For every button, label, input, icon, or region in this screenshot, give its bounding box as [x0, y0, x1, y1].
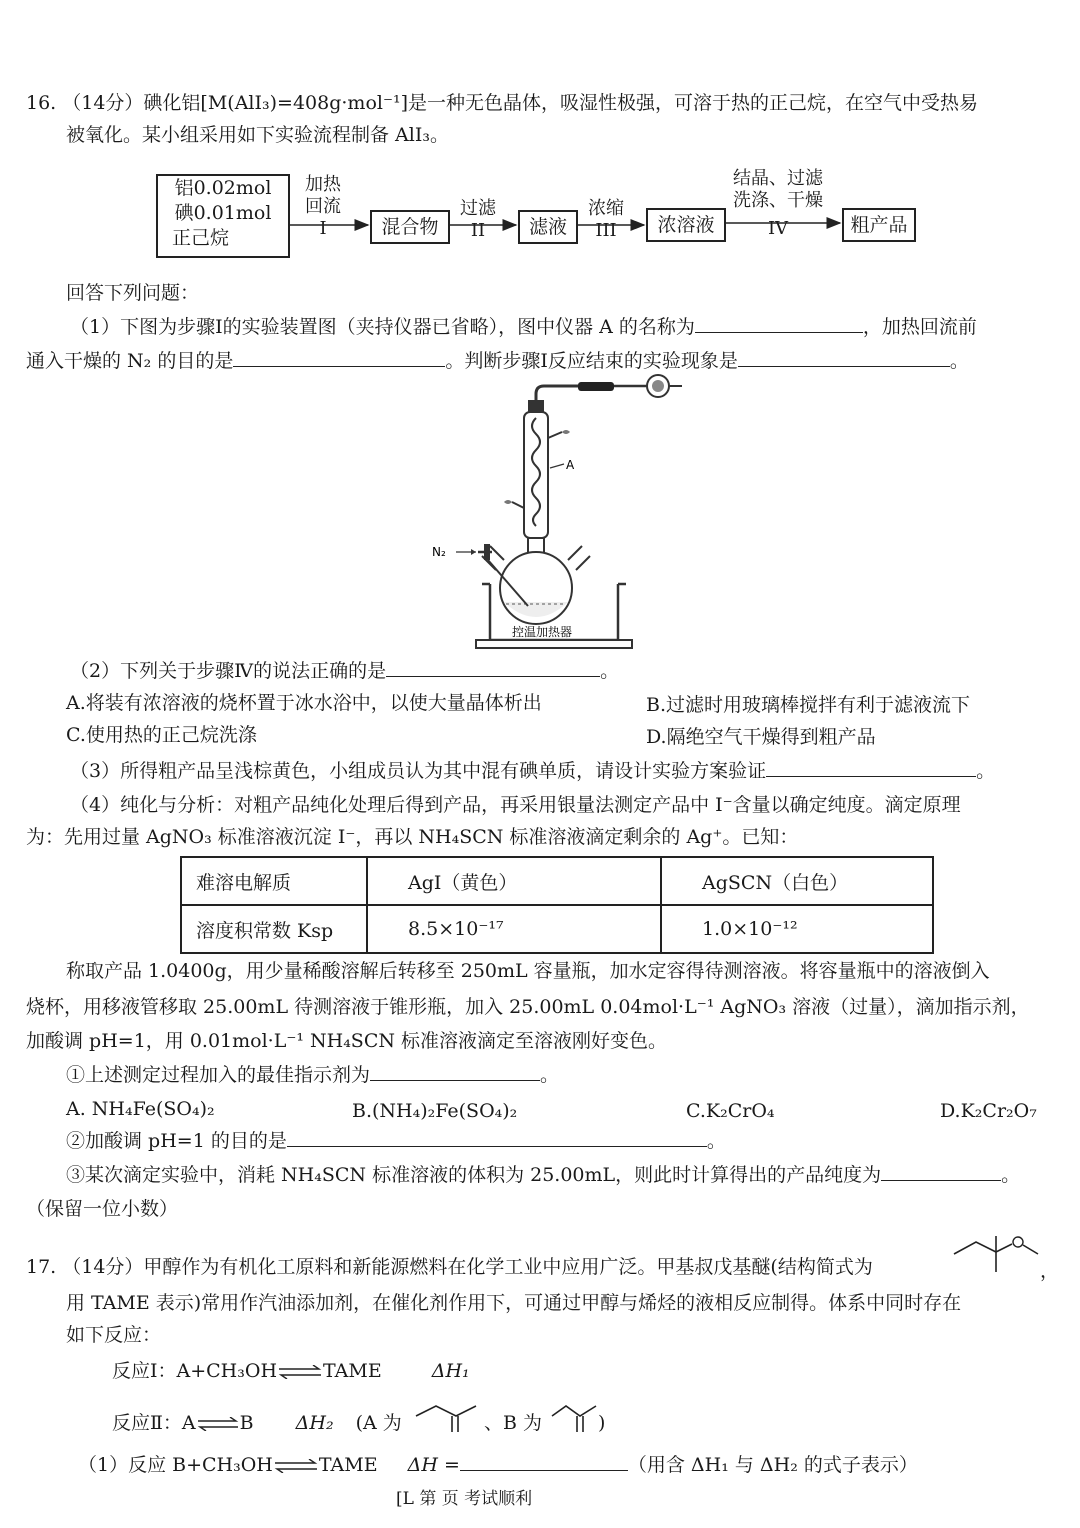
reaction-2-reactant: 反应Ⅱ：A: [112, 1412, 196, 1434]
table-row: [181, 905, 933, 953]
q16-p4-line-1: （4）纯化与分析：对粗产品纯化处理后得到产品，再采用银量法测定产品中 I⁻含量以确定纯度。滴定原理: [70, 794, 961, 816]
answer-blank-acid-purpose[interactable]: [287, 1128, 707, 1147]
apparatus-label-a: A: [566, 458, 575, 472]
page-footer: [L 第 页 考试顺利: [396, 1489, 533, 1509]
q16-p2-option-c: C.使用热的正己烷洗涤: [66, 724, 257, 746]
q16-p2-option-d: D.隔绝空气干燥得到粗产品: [646, 726, 876, 748]
flow-start-al: 铝0.02mol: [174, 177, 272, 199]
ksp-table: [180, 856, 934, 954]
q16-s3-line: [66, 1162, 1020, 1188]
q16-p4-line-3: 称取产品 1.0400g，用少量稀酸溶解后转移至 250mL 容量瓶，加水定容得待测溶液。将容量瓶中的溶液倒入: [66, 960, 990, 982]
q16-p1-text-c: 通入干燥的 N₂ 的目的是: [26, 350, 234, 372]
q16-p1-text-d: 。判断步骤Ⅰ反应结束的实验现象是: [445, 350, 738, 372]
q17-intro-line-2: 用 TAME 表示)常用作汽油添加剂，在催化剂作用下，可通过甲醇与烯烃的液相反应制得。体系中同时存在: [66, 1292, 962, 1314]
equilibrium-arrow-icon: [277, 1365, 323, 1379]
table-cell-agscn-ksp: 1.0×10⁻¹²: [661, 905, 933, 953]
q17-p1-line: [78, 1452, 918, 1478]
alkene-b-structure: [548, 1396, 600, 1436]
q16-s3-note: （保留一位小数）: [26, 1198, 179, 1220]
q16-s1-option-d: D.K₂Cr₂O₇: [940, 1100, 1037, 1122]
flow-step1-reflux: 回流: [305, 196, 341, 217]
answer-prompt: 回答下列问题：: [66, 282, 200, 304]
flow-step1-num: I: [319, 218, 327, 239]
flow-step4-line1: 结晶、过滤: [733, 168, 823, 189]
apparatus-label-n2: N₂: [432, 545, 446, 559]
flow-step3-concentrate: 浓缩: [588, 198, 624, 219]
q16-p1-text-e: 。: [949, 350, 969, 372]
flow-start-box: [156, 174, 290, 258]
table-cell-agi-ksp: 8.5×10⁻¹⁷: [367, 905, 661, 953]
q17-intro-text-1: 17. （14分）甲醇作为有机化工原料和新能源燃料在化学工业中应用广泛。甲基叔戊基醚(结构简式为: [26, 1256, 873, 1278]
q16-s1-end: 。: [540, 1064, 560, 1086]
reaction-2-close: ): [598, 1412, 606, 1434]
table-header-electrolyte: 难溶电解质: [181, 857, 367, 905]
reaction-2: [112, 1410, 402, 1436]
q16-s3-text: ③某次滴定实验中，消耗 NH₄SCN 标准溶液的体积为 25.00mL，则此时计算得出的产品纯度为: [66, 1164, 882, 1186]
q16-p3-text: （3）所得粗产品呈浅棕黄色，小组成员认为其中混有碘单质，请设计实验方案验证: [70, 760, 767, 782]
flow-step3-num: III: [595, 220, 617, 241]
q16-s1-option-a: A. NH₄Fe(SO₄)₂: [66, 1098, 215, 1120]
flow-step4-line2: 洗涤、干燥: [733, 190, 823, 211]
flow-start-hexane: 正己烷: [172, 227, 230, 249]
q16-s1-option-b: B.(NH₄)₂Fe(SO₄)₂: [352, 1100, 518, 1122]
q16-s1-line: [66, 1062, 559, 1088]
reaction-1-reactants: 反应Ⅰ：A+CH₃OH: [112, 1360, 278, 1382]
q16-p2-line: [70, 658, 619, 684]
table-header-agi: AgI（黄色）: [367, 857, 661, 905]
q17-intro-comma: ，: [1040, 1260, 1060, 1282]
q16-intro-line-1: 16. （14分）碘化铝[M(AlI₃)=408g·mol⁻¹]是一种无色晶体，吸湿性极强，可溶于热的正己烷，在空气中受热易: [26, 92, 979, 114]
answer-blank-dh[interactable]: [460, 1452, 628, 1471]
q17-p1-dh: ΔH =: [407, 1454, 460, 1476]
equilibrium-arrow-icon: [196, 1417, 240, 1431]
q16-p1-text-b: ，加热回流前: [862, 316, 977, 338]
q16-p1-line-1: [70, 314, 977, 340]
q16-p1-text-a: （1）下图为步骤Ⅰ的实验装置图（夹持仪器已省略），图中仪器 A 的名称为: [70, 316, 695, 338]
reaction-2-a-label: (A 为: [355, 1412, 402, 1434]
q16-s1-option-c: C.K₂CrO₄: [686, 1100, 775, 1122]
q17-p1-product: TAME: [318, 1454, 378, 1476]
table-cell-ksp-label: 溶度积常数 Ksp: [181, 905, 367, 953]
q16-p3-end: 。: [976, 760, 996, 782]
answer-blank-n2-purpose[interactable]: [233, 348, 445, 367]
apparatus-heater-label: 控温加热器: [512, 625, 573, 639]
q16-s2-text: ②加酸调 pH=1 的目的是: [66, 1130, 287, 1152]
flow-box-crude: 粗产品: [842, 208, 916, 242]
q16-p4-line-4: 烧杯，用移液管移取 25.00mL 待测溶液于锥形瓶，加入 25.00mL 0.04mol·L⁻¹ AgNO₃ 溶液（过量），滴加指示剂，: [26, 996, 1030, 1018]
flow-box-filtrate: 滤液: [518, 210, 578, 244]
q16-p2-text: （2）下列关于步骤Ⅳ的说法正确的是: [70, 660, 387, 682]
reaction-1-dh: ΔH₁: [431, 1360, 470, 1382]
q16-p1-line-2: [26, 348, 969, 374]
flow-step2-filter: 过滤: [460, 198, 496, 219]
q16-p3-line: [70, 758, 995, 784]
reaction-1: [112, 1358, 470, 1384]
answer-blank-p3[interactable]: [766, 758, 976, 777]
q16-s2-line: [66, 1128, 726, 1154]
equilibrium-arrow-icon: [273, 1459, 319, 1473]
q16-p2-option-b: B.过滤时用玻璃棒搅拌有利于滤液流下: [646, 694, 971, 716]
answer-blank-purity[interactable]: [881, 1162, 1001, 1181]
flow-step3-label: [580, 198, 632, 242]
q17-intro-line-1: [26, 1254, 873, 1280]
q17-p1-reactants: （1）反应 B+CH₃OH: [78, 1454, 273, 1476]
flow-step2-label: [452, 198, 504, 242]
alkene-a-structure: [412, 1396, 484, 1436]
q17-p1-hint: （用含 ΔH₁ 与 ΔH₂ 的式子表示）: [627, 1454, 918, 1476]
table-header-agscn: AgSCN（白色）: [661, 857, 933, 905]
reaction-2-dh: ΔH₂: [295, 1412, 334, 1434]
q16-s2-end: 。: [706, 1130, 726, 1152]
q16-p4-line-2: 为：先用过量 AgNO₃ 标准溶液沉淀 I⁻，再以 NH₄SCN 标准溶液滴定剩余的 Ag⁺。已知：: [26, 826, 799, 848]
q16-p2-end: 。: [600, 660, 620, 682]
flow-box-concentrated: 浓溶液: [646, 208, 726, 242]
reaction-2-b-text: 、B 为: [484, 1412, 543, 1434]
q16-s3-end: 。: [1001, 1164, 1021, 1186]
flow-step4-label: [726, 168, 830, 240]
tame-structure-formula: [950, 1228, 1042, 1276]
flow-step4-num: IV: [767, 218, 789, 239]
flow-box-mixture: 混合物: [370, 210, 450, 244]
reaction-1-product: TAME: [323, 1360, 382, 1382]
q16-s1-text: ①上述测定过程加入的最佳指示剂为: [66, 1064, 371, 1086]
flow-step1-label: [296, 174, 350, 240]
flow-step2-num: II: [470, 220, 486, 241]
q17-intro-line-3: 如下反应：: [66, 1324, 162, 1346]
flow-start-i2: 碘0.01mol: [174, 202, 272, 224]
answer-blank-indicator[interactable]: [370, 1062, 540, 1081]
answer-blank-end-phenomenon[interactable]: [738, 348, 950, 367]
reflux-apparatus-diagram: [420, 374, 710, 656]
reaction-2-product: B: [239, 1412, 254, 1434]
table-row: [181, 857, 933, 905]
q16-p2-option-a: A.将装有浓溶液的烧杯置于冰水浴中，以使大量晶体析出: [66, 692, 542, 714]
q16-p4-line-5: 加酸调 pH=1，用 0.01mol·L⁻¹ NH₄SCN 标准溶液滴定至溶液刚好变色。: [26, 1030, 668, 1052]
answer-blank-p2[interactable]: [386, 658, 600, 677]
answer-blank-apparatus-name[interactable]: [695, 314, 863, 333]
q16-intro-line-2: 被氧化。某小组采用如下实验流程制备 AlI₃。: [66, 124, 449, 146]
flow-step1-heat: 加热: [305, 174, 341, 195]
